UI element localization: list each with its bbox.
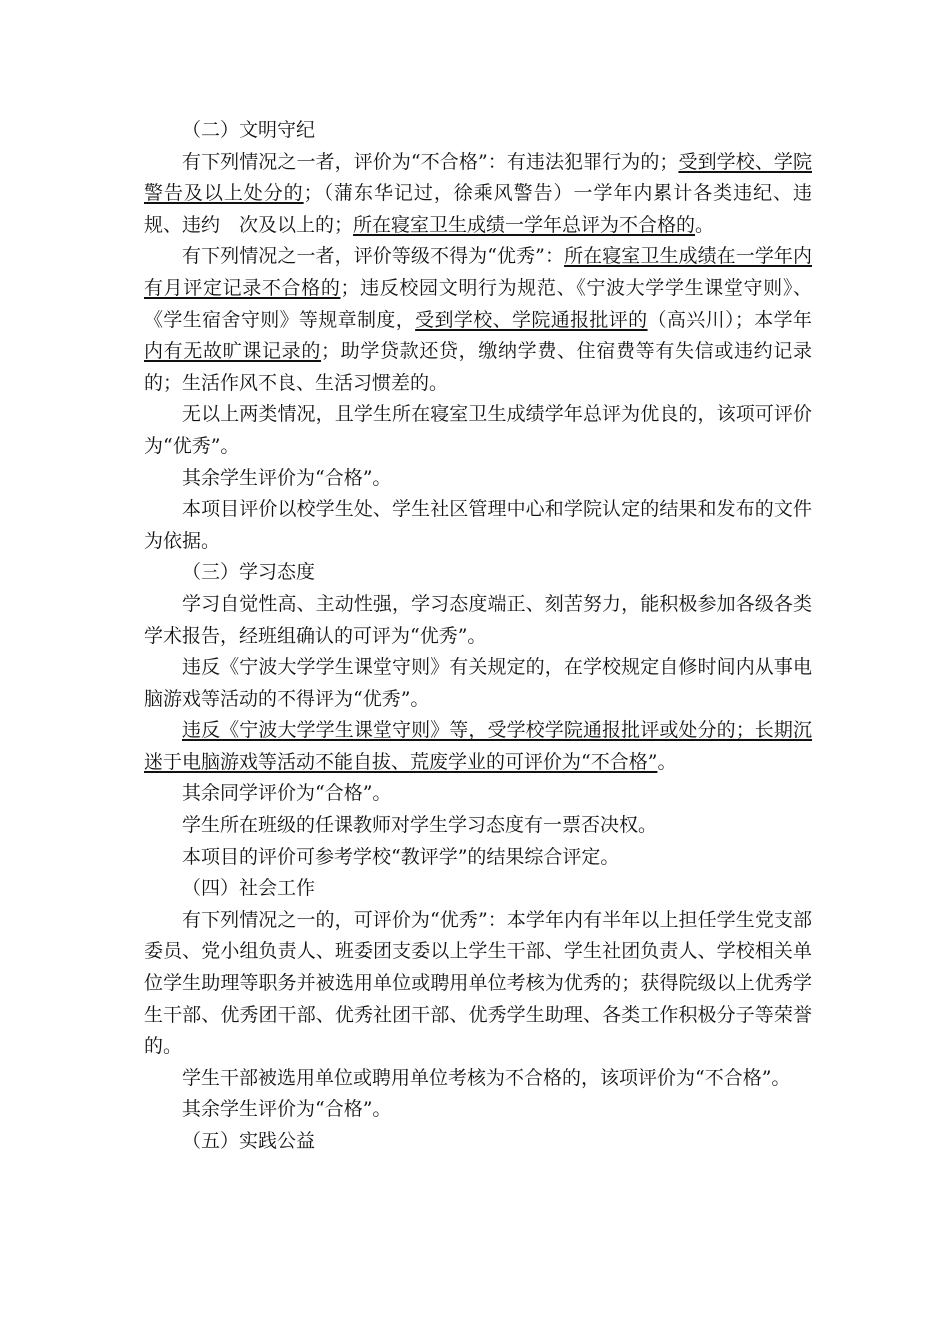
text-run: ；（蒲东华记过，徐乘风警告）一学年内累计各类违纪、违规、违约	[144, 182, 812, 236]
paragraph-study-others-pass: 其余同学评价为“合格”。	[182, 782, 392, 805]
paragraph-study-excellent: 学习自觉性高、主动性强，学习态度端正、刻苦努力，能积极参加各级各类学术报告，经班组确认的可评为“优秀”。	[144, 592, 812, 647]
paragraph-fail-conditions	[144, 147, 812, 242]
underlined-text: 内有无故旷课记录的	[144, 340, 321, 363]
paragraph-study-reference: 本项目的评价可参考学校“教评学”的结果综合评定。	[182, 845, 620, 868]
paragraph-social-excellent: 有下列情况之一的，可评价为“优秀”：本学年内有半年以上担任学生党支部委员、党小组负责人、班委团支委以上学生干部、学生社团负责人、学校相关单位学生助理等职务并被选用单位或聘用单位考核为优秀的；获得院级以上优秀学生干部、优秀团干部、优秀社团干部、优秀学生助理、各类工作积极分子等荣誉的。	[144, 908, 812, 1058]
section-heading-practice-welfare: （五）实践公益	[182, 1130, 316, 1152]
underlined-text: 受到学校、学院警告及以上处分的	[144, 150, 812, 205]
underlined-text: 违反《宁波大学学生课堂守则》等，受学校学院通报批评或处分的；长期沉迷于电脑游戏等活动不能自拔、荒废学业的可评价为“不合格”	[144, 719, 812, 773]
underlined-text: 所在寝室卫生成绩一学年总评为不合格的	[353, 213, 696, 236]
underlined-text: 受到学校、学院通报批评的	[415, 308, 648, 331]
text-run: ；违反校园文明行为规范、《宁波大学学生课堂守则》、《学生宿舍守则》等规章制度，	[144, 276, 812, 331]
section-heading-study-attitude: （三）学习态度	[182, 561, 316, 584]
paragraph-not-excellent-conditions	[144, 241, 812, 399]
text-run: 。	[657, 750, 677, 773]
text-run: （高兴川）；本学年	[647, 308, 812, 331]
paragraph-excellent-condition: 无以上两类情况，且学生所在寝室卫生成绩学年总评为优良的，该项可评价为“优秀”。	[144, 403, 812, 457]
document-page	[144, 115, 812, 1158]
paragraph-basis: 本项目评价以校学生处、学生社区管理中心和学院认定的结果和发布的文件为依据。	[144, 498, 812, 552]
text-run: 有下列情况之一者，评价等级不得为“优秀”：	[182, 245, 565, 268]
underlined-text: 所在寝室卫生成绩在一学年内有月评定记录不合格的	[144, 245, 812, 299]
text-run: ；助学贷款还贷，缴纳学费、住宿费等有失信或违约记录的；生活作风不良、生活习惯差的。	[144, 340, 812, 394]
text-run: 有下列情况之一者，评价为“不合格”：有违法犯罪行为的；	[182, 150, 679, 173]
section-heading-conduct: （二）文明守纪	[182, 119, 316, 141]
paragraph-study-fail	[144, 715, 812, 778]
paragraph-teacher-veto: 学生所在班级的任课教师对学生学习态度有一票否决权。	[182, 814, 658, 837]
paragraph-others-pass: 其余学生评价为“合格”。	[182, 466, 392, 489]
text-run: 次及以上的；	[239, 213, 354, 236]
paragraph-study-not-excellent: 违反《宁波大学学生课堂守则》有关规定的，在学校规定自修时间内从事电脑游戏等活动的不得评为“优秀”。	[144, 656, 812, 710]
paragraph-social-fail: 学生干部被选用单位或聘用单位考核为不合格的，该项评价为“不合格”。	[182, 1066, 791, 1089]
paragraph-social-others-pass: 其余学生评价为“合格”。	[182, 1098, 392, 1121]
text-run: 。	[695, 213, 715, 236]
section-heading-social-work: （四）社会工作	[182, 877, 316, 900]
